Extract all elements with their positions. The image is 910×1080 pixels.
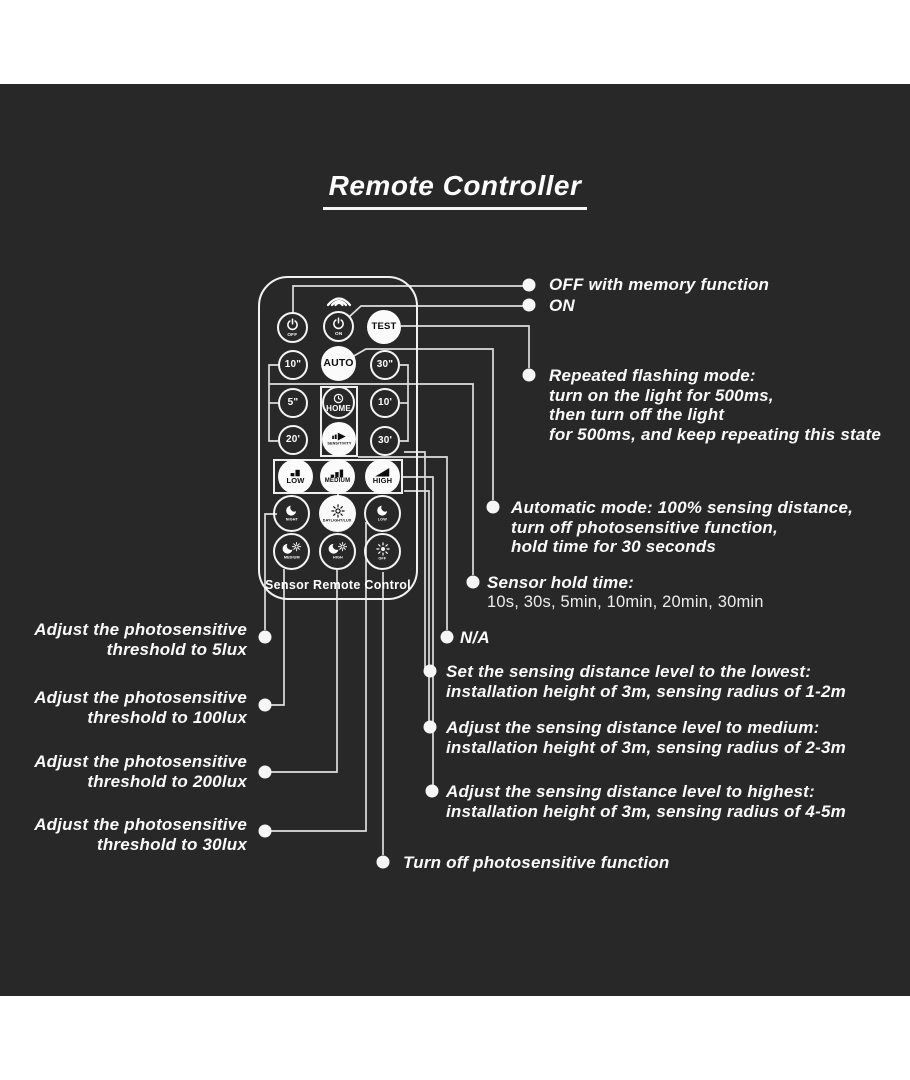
time-20m-label: 20' (285, 434, 301, 445)
lux-medium-label: MEDIUM (283, 556, 300, 560)
lux-medium-button[interactable] (273, 533, 310, 570)
annotation-off-memory: OFF with memory function (549, 275, 770, 294)
distance-medium-button[interactable] (320, 459, 355, 494)
annotation-threshold-30lux: Adjust the photosensitive threshold to 30lux (34, 815, 247, 854)
annotation-threshold-200lux: Adjust the photosensitive threshold to 200lux (34, 752, 247, 791)
time-30s-button[interactable] (370, 350, 400, 380)
sensitivity-button[interactable] (322, 422, 356, 456)
night-button[interactable] (273, 495, 310, 532)
home-button-label: HOME (326, 403, 351, 413)
lux-low-label: LOW (377, 518, 388, 522)
lux-off-button[interactable] (364, 533, 401, 570)
annotation-turn-off-photosensitive: Turn off photosensitive function (403, 853, 670, 872)
distance-high-button[interactable] (365, 459, 400, 494)
night-button-label: NIGHT (285, 518, 298, 522)
annotation-threshold-100lux: Adjust the photosensitive threshold to 100lux (34, 688, 247, 727)
on-button[interactable] (323, 311, 354, 342)
lux-off-label: OFF (378, 556, 387, 561)
clock-icon (333, 393, 344, 404)
annotation-threshold-5lux: Adjust the photosensitive threshold to 5lux (34, 620, 247, 659)
on-button-label: ON (334, 331, 343, 336)
time-10m-label: 10' (377, 397, 393, 408)
distance-high-label: HIGH (372, 476, 393, 486)
time-30m-button[interactable] (370, 426, 400, 456)
off-button-label: OFF (287, 332, 298, 337)
annotation-automatic-mode: Automatic mode: 100% sensing distance, turn off photosensitive function, hold time for 30 seconds (511, 498, 854, 556)
power-icon (286, 318, 299, 331)
sun-icon (376, 542, 390, 556)
moon-icon (376, 504, 389, 517)
lux-high-label: HIGH (332, 556, 343, 560)
sun-icon (331, 504, 345, 518)
auto-button[interactable] (321, 346, 356, 381)
home-button[interactable] (322, 386, 355, 419)
power-icon (332, 317, 345, 330)
sensitivity-button-label: SENSITIVITY (326, 441, 352, 446)
off-button[interactable] (277, 312, 308, 343)
test-button-label: TEST (371, 321, 397, 333)
annotation-sensor-hold-time: Sensor hold time: 10s, 30s, 5min, 10min, 20min, 30min (487, 573, 764, 611)
test-button[interactable] (367, 310, 401, 344)
sensitivity-arrow-icon (332, 432, 347, 441)
annotation-distance-lowest: Set the sensing distance level to the lowest: installation height of 3m, sensing radius of 1-2m (446, 662, 846, 701)
annotation-distance-medium: Adjust the sensing distance level to medium: installation height of 3m, sensing radius of 2-3m (446, 718, 846, 757)
moon-sun-icon (282, 542, 301, 555)
distance-low-button[interactable] (278, 459, 313, 494)
time-20m-button[interactable] (278, 425, 308, 455)
time-30s-label: 30" (376, 359, 394, 370)
daylight-lux-label: DAYLIGHT/LUX (323, 518, 352, 523)
annotation-distance-highest: Adjust the sensing distance level to highest: installation height of 3m, sensing radius of 4-5m (446, 782, 846, 821)
distance-low-label: LOW (286, 476, 305, 486)
wifi-icon (325, 290, 353, 307)
lux-high-button[interactable] (319, 533, 356, 570)
time-10s-button[interactable] (278, 350, 308, 380)
lux-low-button[interactable] (364, 495, 401, 532)
page-title: Remote Controller (323, 170, 588, 210)
annotation-on: ON (549, 296, 575, 315)
time-10m-button[interactable] (370, 388, 400, 418)
distance-medium-label: MEDIUM (324, 478, 351, 484)
moon-sun-icon (328, 542, 347, 555)
daylight-lux-button[interactable] (319, 495, 356, 532)
time-10s-label: 10" (284, 359, 302, 370)
signal-medium-icon (330, 469, 345, 478)
time-5-label: 5" (287, 397, 299, 408)
auto-button-label: AUTO (323, 357, 354, 370)
time-5-button[interactable] (278, 388, 308, 418)
moon-icon (285, 504, 298, 517)
annotation-na: N/A (460, 628, 490, 647)
time-30m-label: 30' (377, 435, 393, 446)
remote-footer: Sensor Remote Control (265, 578, 411, 592)
annotation-flashing-mode: Repeated flashing mode: turn on the light for 500ms, then turn off the light for 500ms, and keep repeating this state (549, 366, 882, 444)
